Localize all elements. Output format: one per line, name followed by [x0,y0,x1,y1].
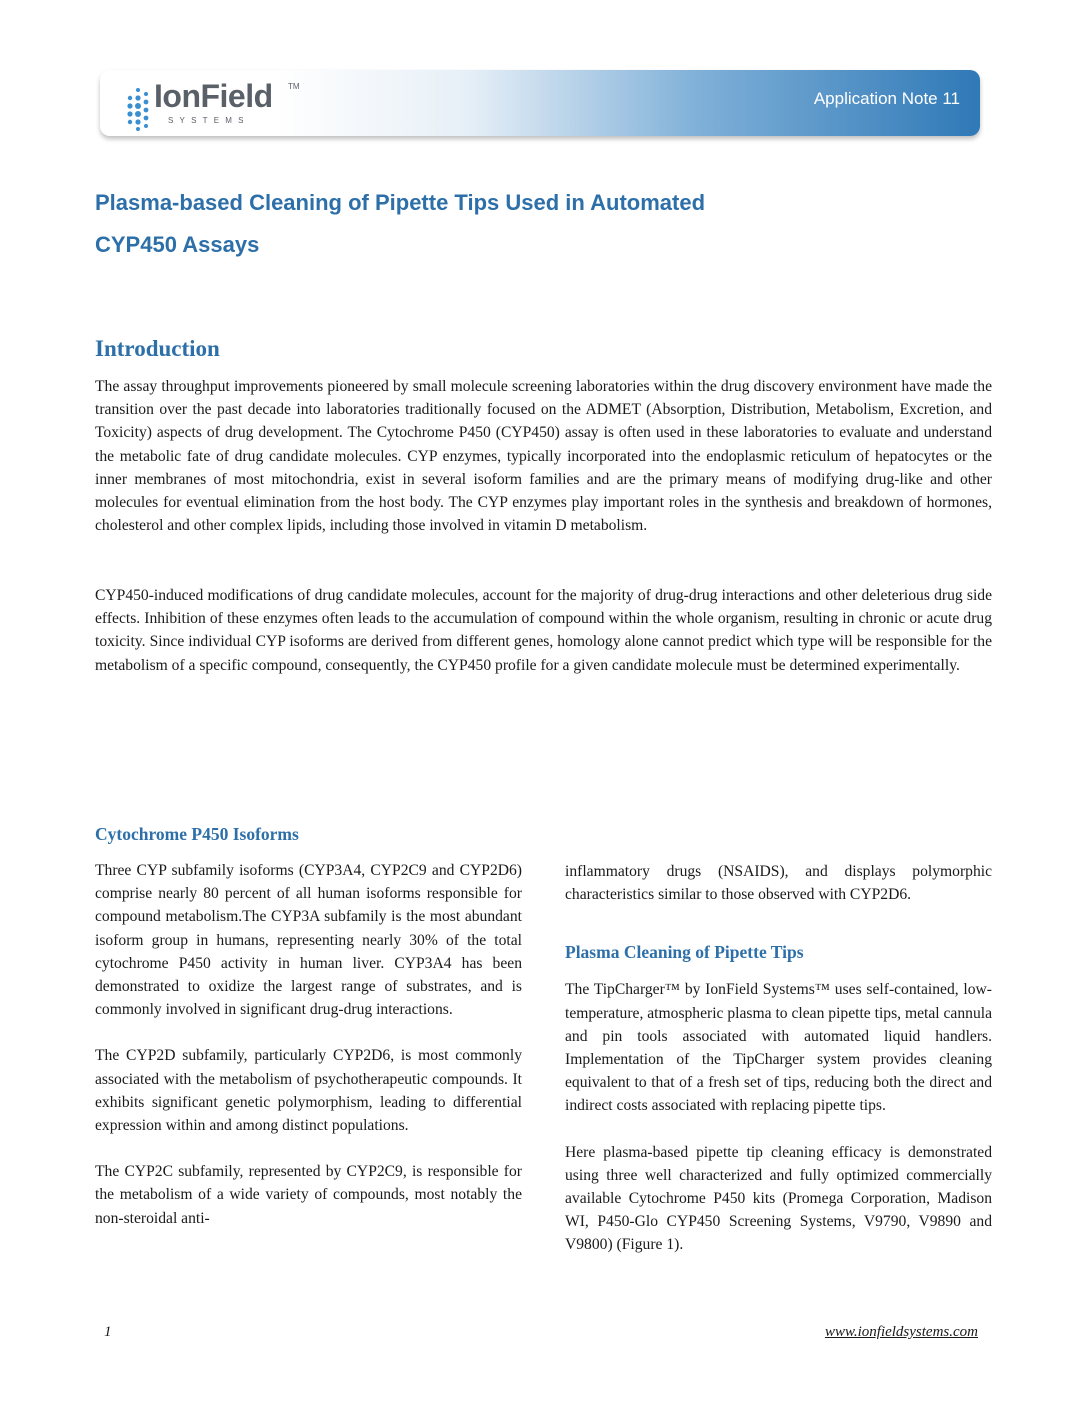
logo-dots-icon [126,84,152,132]
isoforms-heading: Cytochrome P450 Isoforms [95,824,299,844]
isoforms-paragraph-1: Three CYP subfamily isoforms (CYP3A4, CYP2C9 and CYP2D6) comprise nearly 80 percent of all human isoforms responsible for compound metabolism.The CYP3A subfamily is the most abundant isoform group in humans, representing nearly 30% of the total cytochrome P450 activity in human liver. CYP3A4 has been demonstrated to oxidize the largest range of substrates, and is commonly involved in significant drug-drug interactions. [95,862,522,1019]
title-line-1: Plasma-based Cleaning of Pipette Tips Used in Automated [95,190,706,215]
logo-trademark: TM [288,82,300,91]
isoforms-paragraph-3: The CYP2C subfamily, represented by CYP2C9, is responsible for the metabolism of a wide variety of compounds, most notably the non-steroidal anti- [95,1163,522,1227]
introduction-paragraph-1: The assay throughput improvements pioneered by small molecule screening laboratories within the drug discovery environment have made the transition over the past decade into laboratories traditionally focused on the ADMET (Absorption, Distribution, Metabolism, Excretion, and Toxicity) aspects of drug development. The Cytochrome P450 (CYP450) assay is often used in these laboratories to evaluate and understand the metabolic fate of drug candidate molecules. CYP enzymes, typically incorporated into the endoplasmic reticulum of hepatocytes or the inner membranes of most mitochondria, exist in several isoform families and are the primary means of modifying drug-like and other molecules for eventual elimination from the host body. The CYP enzymes play important roles in the synthesis and breakdown of hormones, cholesterol and other complex lipids, including those involved in vitamin D metabolism. [95,378,992,535]
logo-subtitle: SYSTEMS [168,116,250,125]
application-note-label: Application Note 11 [813,89,960,108]
logo-name: IonField [154,78,273,114]
title-line-2: CYP450 Assays [95,232,260,257]
right-column [565,860,992,1280]
introduction-paragraph-2: CYP450-induced modifications of drug candidate molecules, account for the majority of drug-drug interactions and other deleterious drug side effects. Inhibition of these enzymes often leads to the accumulation of compound within the whole organism, resulting in chronic or acute drug toxicity. Since individual CYP isoforms are derived from different genes, homology alone cannot predict which type will be responsible for the metabolism of a specific compound, consequently, the CYP450 profile for a given candidate molecule must be determined experimentally. [95,587,992,674]
plasma-cleaning-heading: Plasma Cleaning of Pipette Tips [565,942,804,963]
document-title [95,182,975,266]
website-link[interactable]: www.ionfieldsystems.com [824,1324,978,1340]
page-number: 1 [104,1324,112,1340]
ionfield-logo [126,78,306,132]
plasma-paragraph-2: Here plasma-based pipette tip cleaning efficacy is demonstrated using three well characterized and fully optimized commercially available Cytochrome P450 kits (Promega Corporation, Madison WI, P450-Glo CYP450 Screening Systems, V9790, V9890 and V9800) (Figure 1). [565,1143,992,1254]
plasma-paragraph-1: The TipCharger™ by IonField Systems™ uses self-contained, low-temperature, atmospheric plasma to clean pipette tips, metal cannula and pin tools associated with automated liquid handlers. Implementation of the TipCharger system provides cleaning equivalent to that of a fresh set of tips, reducing both the direct and indirect costs associated with replacing pipette tips. [565,981,992,1115]
left-column [95,824,522,1253]
introduction-heading: Introduction [95,336,220,361]
isoforms-paragraph-2: The CYP2D subfamily, particularly CYP2D6, is most commonly associated with the metabolism of psychotherapeutic compounds. It exhibits significant genetic polymorphism, leading to differential expression within and among distinct populations. [95,1047,522,1135]
isoforms-paragraph-3-continued: inflammatory drugs (NSAIDS), and displays polymorphic characteristics similar to those observed with CYP2D6. [565,863,992,904]
